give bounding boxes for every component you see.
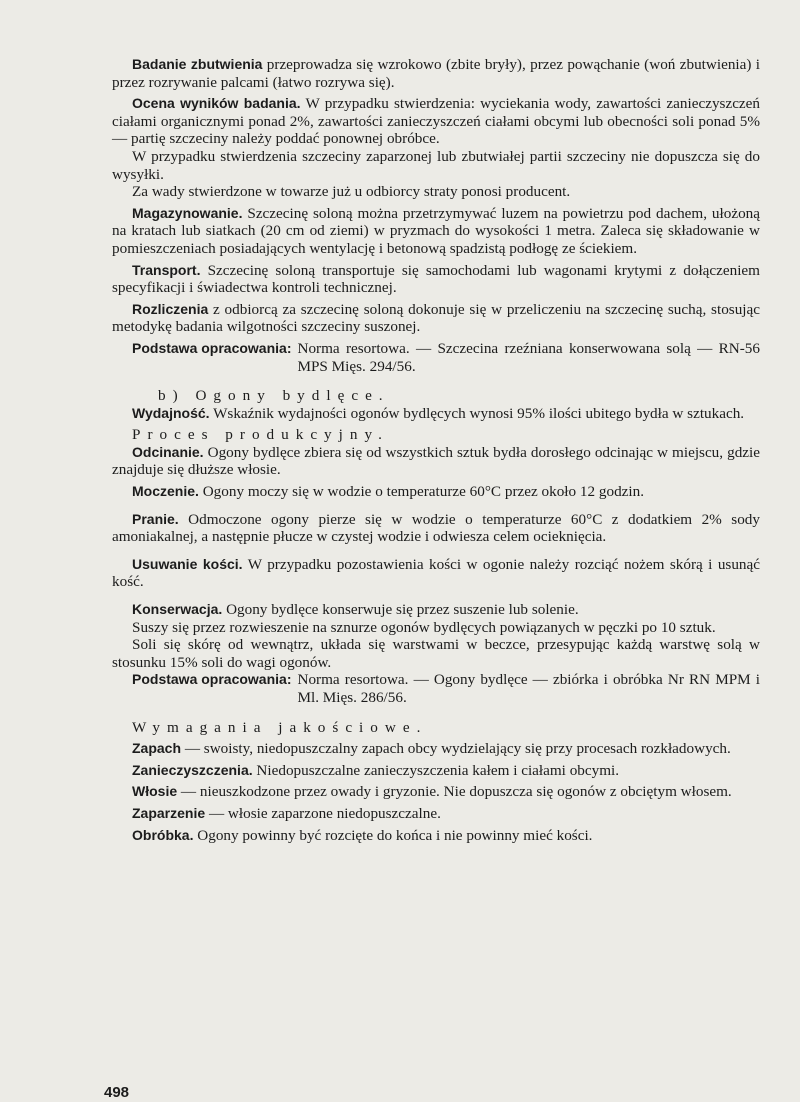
paragraph-magazynowanie [112, 205, 760, 258]
source-text: Norma resortowa. — Ogony bydlęce — zbiórka i obróbka Nr RN MPM i Ml. Mięs. 286/56. [297, 671, 760, 706]
paragraph-text: Odmoczone ogony pierze się w wodzie o temperaturze 60°C z dodatkiem 2% sody amoniakalnej, a następnie płucze w czystej wodzie i odwiesza celem ocieknięcia. [112, 510, 760, 546]
paragraph-ocena-wynikow [112, 95, 760, 148]
paragraph-lead: Odcinanie. [132, 443, 204, 460]
paragraph-text: Ogony bydlęce zbiera się od wszystkich sztuk bydła dorosłego odcinając w miejscu, gdzie znajduje się dłuższe włosie. [112, 443, 760, 479]
paragraph-lead: Magazynowanie. [132, 204, 243, 221]
paragraph-text: Suszy się przez rozwieszenie na sznurze ogonów bydlęcych powiązanych w pęczki po 10 sztuk. [132, 618, 716, 636]
page-number: 498 [104, 1084, 130, 1101]
paragraph-lead: Ocena wyników badania. [132, 95, 301, 112]
paragraph-lead: Zaparzenie [132, 804, 206, 821]
paragraph-suszenie [112, 619, 760, 637]
paragraph-szczecina-zaparzona [112, 148, 760, 183]
paragraph-text: z odbiorcą za szczecinę soloną dokonuje się w przeliczeniu na szczecinę suchą, stosując metodykę badania wilgotności szczeciny suszonej. [112, 300, 760, 336]
paragraph-text: W przypadku stwierdzenia szczeciny zaparzonej lub zbutwiałej partii szczeciny nie dopuszcza się do wysyłki. [112, 147, 760, 183]
paragraph-text: Niedopuszczalne zanieczyszczenia kałem i ciałami obcymi. [252, 761, 620, 779]
paragraph-text: Ogony moczy się w wodzie o temperaturze 60°C przez około 12 godzin. [198, 483, 645, 501]
paragraph-text: W przypadku stwierdzenia: wyciekania wody, zawartości zanieczyszczeń ciałami organicznymi ponad 2%, zawartości zanieczyszczeń ciałami obcymi lub obecności soli ponad 5% — partię szczeciny należy poddać ponownej obróbce. [112, 95, 761, 148]
paragraph-text: Ogony bydlęce konserwuje się przez suszenie lub solenie. [222, 601, 579, 619]
paragraph-text: Wskaźnik wydajności ogonów bydlęcych wynosi 95% ilości ubitego bydła w sztukach. [209, 404, 745, 422]
paragraph-lead: Pranie. [132, 510, 179, 527]
source-label: Podstawa opracowania: [132, 339, 292, 356]
paragraph-text: Ogony powinny być rozcięte do końca i nie powinny mieć kości. [193, 826, 593, 844]
paragraph-solenie [112, 636, 760, 671]
paragraph-lead: Usuwanie kości. [132, 555, 243, 572]
paragraph-badanie-zbutwienia [112, 56, 760, 91]
paragraph-text: Za wady stwierdzone w towarze już u odbiorcy straty ponosi producent. [132, 183, 571, 201]
paragraph-lead: Włosie [132, 783, 178, 800]
paragraph-text: — włosie zaparzone niedopuszczalne. [205, 804, 441, 822]
page-text [112, 56, 760, 844]
paragraph-lead: Rozliczenia [132, 300, 209, 317]
paragraph-lead: Obróbka. [132, 826, 194, 843]
paragraph-lead: Wydajność. [132, 404, 210, 421]
paragraph-lead: Konserwacja. [132, 601, 223, 618]
source-note [112, 340, 760, 375]
paragraph-text: Szczecinę soloną można przetrzymywać luzem na powietrzu pod dachem, ułożoną na kratach lub siatkach (20 cm od ziemi) w pryzmach do wysokości 1 metra. Zaleca się składowanie w pomieszczeniach posiadających wentylację i betonową spadzistą podłogę ze ściekiem. [112, 204, 760, 257]
paragraph-text: Szczecinę soloną transportuje się samochodami lub wagonami krytymi z dołączeniem specyfikacji i świadectwa kontroli technicznej. [112, 261, 760, 297]
paragraph-text: W przypadku pozostawienia kości w ogonie należy rozciąć nożem skórą i usunąć kość. [112, 555, 760, 591]
section-heading-wymagania: Wymagania jakościowe. [132, 718, 428, 736]
paragraph-lead: Zapach [132, 740, 182, 757]
paragraph-transport [112, 262, 760, 297]
source-label: Podstawa opracowania: [132, 671, 292, 688]
paragraph-lead: Transport. [132, 261, 201, 278]
paragraph-wydajnosc [112, 405, 760, 423]
paragraph-zapach [112, 740, 760, 758]
paragraph-lead: Zanieczyszczenia. [132, 761, 253, 778]
paragraph-wlosie [112, 783, 760, 801]
source-text: Norma resortowa. — Szczecina rzeźniana konserwowana solą — RN-56 MPS Mięs. 294/56. [297, 339, 760, 375]
paragraph-text: — nieuszkodzone przez owady i gryzonie. Nie dopuszcza się ogonów z obciętym włosem. [177, 783, 732, 801]
paragraph-text: Soli się skórę od wewnątrz, układa się warstwami w beczce, przesypując każdą warstwę solą w stosunku 15% soli do wagi ogonów. [112, 636, 760, 671]
paragraph-lead: Badanie zbutwienia [132, 56, 263, 72]
paragraph-rozliczenia [112, 301, 760, 336]
paragraph-text: przeprowadza się wzrokowo (zbite bryły), przez powąchanie (woń zbutwienia) i przez rozrywanie palcami (łatwo rozrywa się). [112, 56, 760, 91]
paragraph-odcinanie [112, 444, 760, 479]
paragraph-zanieczyszczenia [112, 762, 760, 780]
paragraph-moczenie [112, 483, 760, 501]
paragraph-konserwacja [112, 601, 760, 619]
paragraph-text: — swoisty, niedopuszczalny zapach obcy wydzielający się przy procesach rozkładowych. [181, 740, 731, 758]
paragraph-usuwanie-kosci [112, 556, 760, 591]
section-heading-proces: Proces produkcyjny. [132, 426, 389, 444]
paragraph-obrobka [112, 827, 760, 845]
source-note [112, 671, 760, 706]
paragraph-zaparzenie [112, 805, 760, 823]
paragraph-wady [112, 183, 760, 201]
paragraph-lead: Moczenie. [132, 483, 199, 500]
paragraph-pranie [112, 511, 760, 546]
section-heading-ogony: b) Ogony bydlęce. [158, 387, 390, 405]
